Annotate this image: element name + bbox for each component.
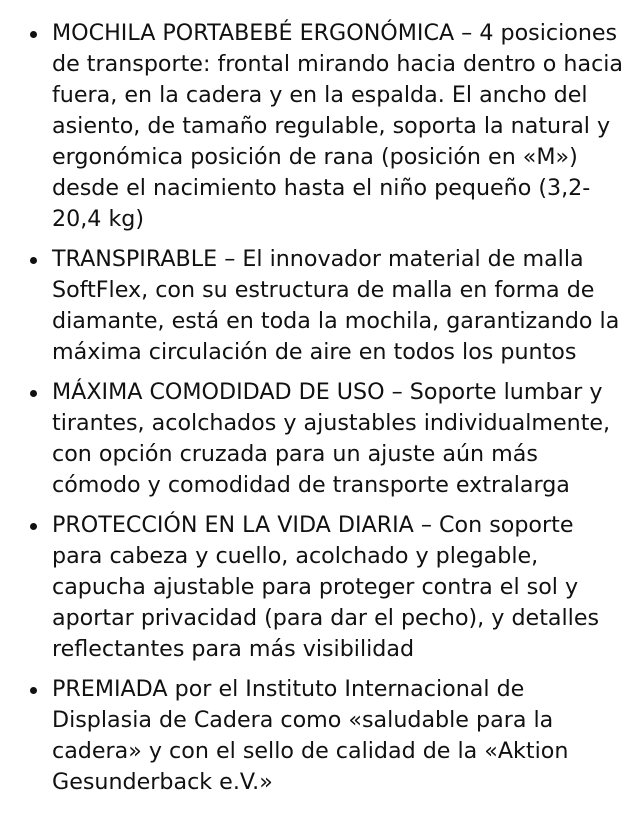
- bullet-icon: [30, 257, 37, 264]
- bullet-icon: [30, 390, 37, 397]
- feature-text: MÁXIMA COMODIDAD DE USO – Soporte lumbar y tirantes, acolchados y ajustables individualmente, con opción cruzada para un ajuste aún más cómodo y comodidad de transporte extralarga: [52, 379, 611, 498]
- list-item: [0, 377, 640, 501]
- feature-text: TRANSPIRABLE – El innovador material de malla SoftFlex, con su estructura de malla en forma de diamante, está en toda la mochila, garantizando la máxima circulación de aire en todos los puntos: [52, 246, 620, 365]
- bullet-icon: [30, 687, 37, 694]
- feature-bullet-list: [0, 18, 640, 807]
- bullet-icon: [30, 523, 37, 530]
- list-item: [0, 510, 640, 665]
- list-item: [0, 674, 640, 798]
- feature-text: PREMIADA por el Instituto Internacional de Displasia de Cadera como «saludable para la cadera» y con el sello de calidad de la «Aktion Gesunderback e.V.»: [52, 676, 569, 795]
- feature-text: MOCHILA PORTABEBÉ ERGONÓMICA – 4 posiciones de transporte: frontal mirando hacia dentro o hacia fuera, en la cadera y en la espalda. El ancho del asiento, de tamaño regulable, soporta la natural y ergonómica posición de rana (posición en «M») desde el nacimiento hasta el niño pequeño (3,2-20,4 kg): [52, 20, 624, 232]
- feature-text: PROTECCIÓN EN LA VIDA DIARIA – Con soporte para cabeza y cuello, acolchado y plegable, capucha ajustable para proteger contra el sol y aportar privacidad (para dar el pecho), y detalles reflectantes para más visibilidad: [52, 512, 600, 662]
- list-item: [0, 18, 640, 235]
- list-item: [0, 244, 640, 368]
- bullet-icon: [30, 31, 37, 38]
